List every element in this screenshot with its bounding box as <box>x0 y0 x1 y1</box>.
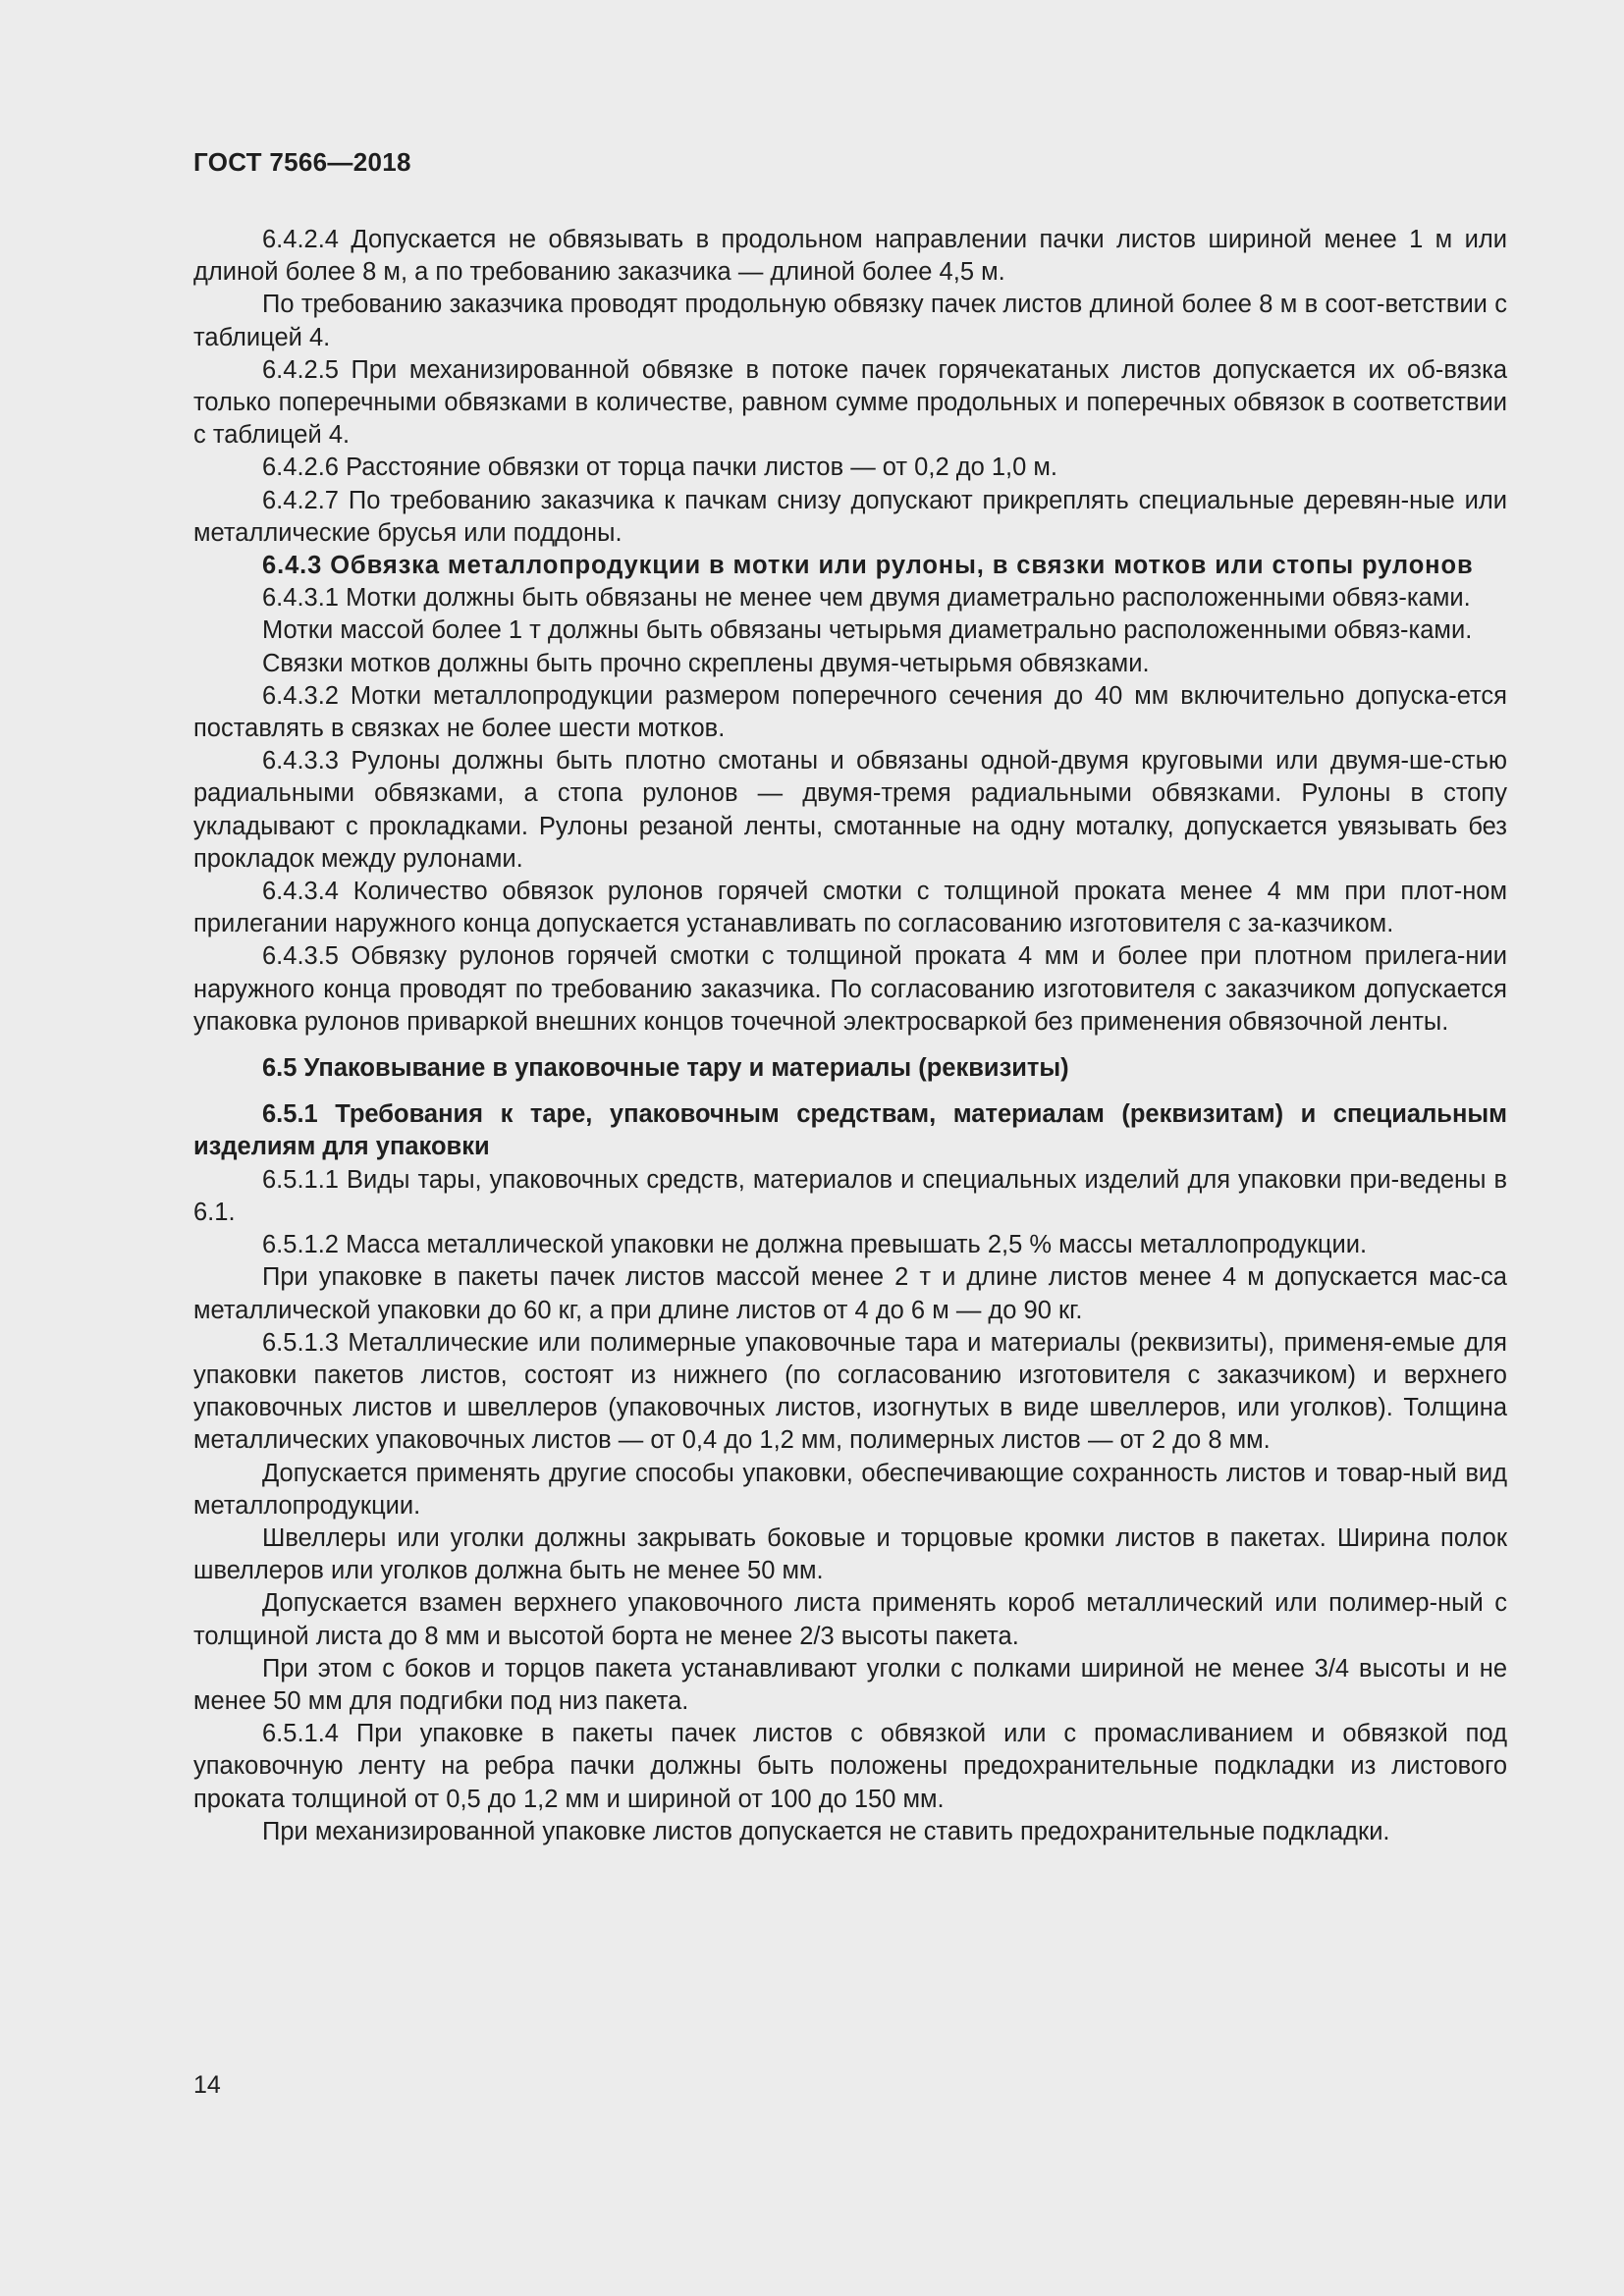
paragraph-6-4-3-1: 6.4.3.1 Мотки должны быть обвязаны не менее чем двумя диаметрально расположенными обвяз-ками. <box>262 584 1471 613</box>
paragraph: Мотки массой более 1 т должны быть обвязаны четырьмя диаметрально расположенными обвяз-ками. <box>262 616 1473 645</box>
section-heading-6-5: 6.5 Упаковывание в упаковочные тару и материалы (реквизиты) <box>262 1054 1069 1083</box>
document-body <box>193 224 1507 1848</box>
paragraph: Допускается взамен верхнего упаковочного листа применять короб металлический или полимер-ный с толщиной листа до 8 мм и высотой борта не менее 2/3 высоты пакета. <box>193 1589 1507 1650</box>
section-heading-6-4-3: 6.4.3 Обвязка металлопродукции в мотки или рулоны, в связки мотков или стопы рулонов <box>262 552 1474 580</box>
paragraph-6-4-2-6: 6.4.2.6 Расстояние обвязки от торца пачки листов — от 0,2 до 1,0 м. <box>262 454 1058 482</box>
paragraph-6-5-1-4: 6.5.1.4 При упаковке в пакеты пачек листов с обвязкой или с промасливанием и обвязкой под упаковочную ленту на ребра пачки должны быть положены предохранительные подкладки из листового проката толщиной от 0,5 до 1,2 мм и шириной от 100 до 150 мм. <box>193 1720 1507 1813</box>
paragraph-6-5-1-3: 6.5.1.3 Металлические или полимерные упаковочные тара и материалы (реквизиты), применя-емые для упаковки пакетов листов, состоят из нижнего (по согласованию изготовителя с заказчиком) и верхнего упаковочных листов и швеллеров (упаковочных листов, изогнутых в виде швеллеров, или уголков). Толщина металлических упаковочных листов — от 0,4 до 1,2 мм, полимерных листов — от 2 до 8 мм. <box>193 1328 1507 1455</box>
paragraph-6-5-1-1: 6.5.1.1 Виды тары, упаковочных средств, материалов и специальных изделий для упаковки при-ведены в 6.1. <box>193 1165 1507 1226</box>
paragraph-6-4-2-7: 6.4.2.7 По требованию заказчика к пачкам снизу допускают прикреплять специальные деревян-ные или металлические брусья или поддоны. <box>193 486 1507 547</box>
paragraph: При упаковке в пакеты пачек листов массой менее 2 т и длине листов менее 4 м допускается мас-са металлической упаковки до 60 кг, а при длине листов от 4 до 6 м — до 90 кг. <box>193 1263 1507 1324</box>
paragraph: Швеллеры или уголки должны закрывать боковые и торцовые кромки листов в пакетах. Ширина полок швеллеров или уголков должна быть не менее 50 мм. <box>193 1523 1507 1585</box>
paragraph: При механизированной упаковке листов допускается не ставить предохранительные подкладки. <box>262 1817 1390 1845</box>
paragraph: При этом с боков и торцов пакета устанавливают уголки с полками шириной не менее 3/4 высоты и не менее 50 мм для подгибки под низ пакета. <box>193 1654 1507 1715</box>
paragraph-6-5-1-2: 6.5.1.2 Масса металлической упаковки не должна превышать 2,5 % массы металлопродукции. <box>262 1231 1368 1259</box>
page-number: 14 <box>193 2071 221 2099</box>
paragraph-6-4-3-2: 6.4.3.2 Мотки металлопродукции размером поперечного сечения до 40 мм включительно допуска-ется поставлять в связках не более шести мотков. <box>193 681 1507 743</box>
document-header: ГОСТ 7566—2018 <box>193 147 411 177</box>
paragraph: Связки мотков должны быть прочно скреплены двумя-четырьмя обвязками. <box>262 649 1150 677</box>
section-heading-6-5-1: 6.5.1 Требования к таре, упаковочным средствам, материалам (реквизитам) и специальным изделиям для упаковки <box>193 1100 1507 1161</box>
paragraph-6-4-2-4: 6.4.2.4 Допускается не обвязывать в продольном направлении пачки листов шириной менее 1 м или длиной более 8 м, а по требованию заказчика — длиной более 4,5 м. <box>193 226 1507 287</box>
paragraph-6-4-3-4: 6.4.3.4 Количество обвязок рулонов горячей смотки с толщиной проката менее 4 мм при плот-ном прилегании наружного конца допускается устанавливать по согласованию изготовителя с за-казчиком. <box>193 878 1507 938</box>
paragraph: По требованию заказчика проводят продольную обвязку пачек листов длиной более 8 м в соот-ветствии с таблицей 4. <box>193 291 1507 351</box>
paragraph-6-4-3-5: 6.4.3.5 Обвязку рулонов горячей смотки с толщиной проката 4 мм и более при плотном прилега-нии наружного конца проводят по требованию заказчика. По согласованию изготовителя с заказчиком допускается упаковка рулонов приваркой внешних концов точечной электросваркой без применения обвязочной ленты. <box>193 942 1507 1036</box>
paragraph-6-4-3-3: 6.4.3.3 Рулоны должны быть плотно смотаны и обвязаны одной-двумя круговыми или двумя-ше-стью радиальными обвязками, а стопа рулонов — двумя-тремя радиальными обвязками. Рулоны в стопу укладывают с прокладками. Рулоны резаной ленты, смотанные на одну моталку, допускается увязывать без прокладок между рулонами. <box>193 747 1507 873</box>
paragraph-6-4-2-5: 6.4.2.5 При механизированной обвязке в потоке пачек горячекатаных листов допускается их об-вязка только поперечными обвязками в количестве, равном сумме продольных и поперечных обвязок в соответствии с таблицей 4. <box>193 355 1507 450</box>
paragraph: Допускается применять другие способы упаковки, обеспечивающие сохранность листов и товар-ный вид металлопродукции. <box>193 1459 1507 1520</box>
